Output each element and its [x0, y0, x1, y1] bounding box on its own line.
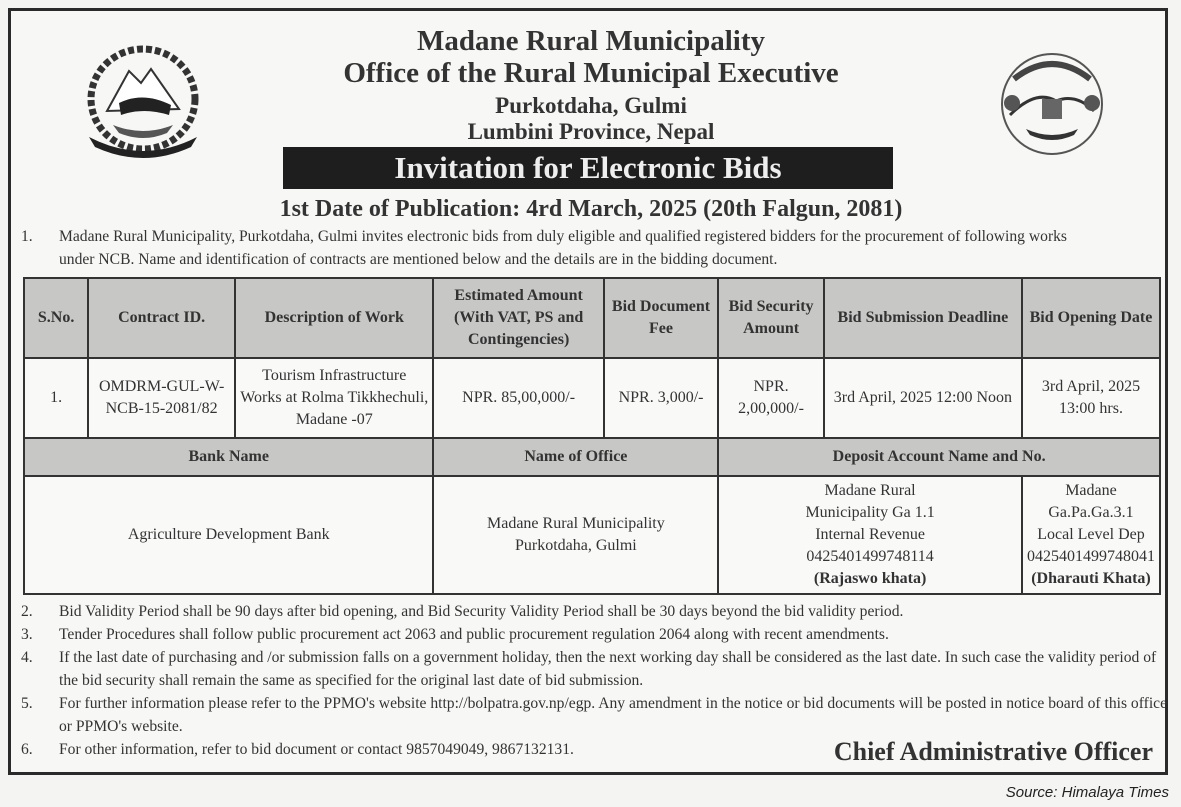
note-item [21, 623, 1171, 646]
account1-line-1: Madane Rural [824, 482, 916, 499]
cell-document-fee: NPR. 3,000/- [604, 358, 718, 438]
cell-account-deposit [1022, 476, 1160, 594]
bank-row [24, 476, 1160, 594]
note-item [21, 600, 1171, 623]
signature-title: Chief Administrative Officer [833, 737, 1153, 766]
office-line-1: Madane Rural Municipality [486, 515, 665, 532]
table-header-row [24, 278, 1160, 358]
office-name: Office of the Rural Municipal Executive [343, 57, 839, 89]
note-text: Bid Validity Period shall be 90 days after bid opening, and Bid Security Validity Period shall be 30 days beyond the bid validity period. [59, 603, 904, 620]
note-number: 4. [21, 649, 33, 666]
intro-paragraph [21, 225, 1161, 271]
note-text: For other information, refer to bid document or contact 9857049049, 9867132131. [59, 741, 574, 758]
col-header-security-amount: Bid Security Amount [718, 278, 824, 358]
note-text: If the last date of purchasing and /or submission falls on a government holiday, then the next working day shall be considered as the last date. In such case the validity period of the bid security shall remain the same as specified for the original last date of bid submission. [59, 649, 1157, 689]
note-number: 5. [21, 695, 33, 712]
publication-date: 1st Date of Publication: 4rd March, 2025 (20th Falgun, 2081) [279, 196, 903, 222]
bids-table [23, 277, 1161, 595]
cell-bank-name: Agriculture Development Bank [24, 476, 433, 594]
source-credit: Source: Himalaya Times [1005, 784, 1169, 801]
note-text: For further information please refer to the PPMO's website http://bolpatra.gov.np/egp. Any amendment in the notice or bid documents will be posted in notice board of this office or PPMO's website. [59, 695, 1167, 735]
note-number: 2. [21, 603, 33, 620]
account2-line-2: Local Level Dep [1037, 526, 1145, 543]
account2-number: 0425401499748041 [1026, 548, 1155, 565]
intro-number: 1. [21, 228, 33, 245]
col-header-deposit-account: Deposit Account Name and No. [718, 438, 1160, 476]
col-header-office-name: Name of Office [433, 438, 718, 476]
cell-estimated-amount: NPR. 85,00,000/- [433, 358, 603, 438]
notice-frame [8, 8, 1168, 775]
bank-header-row [24, 438, 1160, 476]
col-header-bank-name: Bank Name [24, 438, 433, 476]
account1-line-2: Municipality Ga 1.1 [805, 504, 935, 521]
note-text: Tender Procedures shall follow public procurement act 2063 and public procurement regulation 2064 along with recent amendments. [59, 626, 889, 643]
intro-line-1: Madane Rural Municipality, Purkotdaha, Gulmi invites electronic bids from duly eligible and qualified registered bidders for the procurement of following works [59, 228, 1067, 245]
note-number: 3. [21, 626, 33, 643]
municipality-name: Madane Rural Municipality [416, 25, 765, 57]
office-line-2: Purkotdaha, Gulmi [514, 537, 637, 554]
cell-office-name [433, 476, 718, 594]
cell-submission-deadline: 3rd April, 2025 12:00 Noon [824, 358, 1022, 438]
intro-line-2: under NCB. Name and identification of contracts are mentioned below and the details are in the bidding document. [59, 251, 778, 268]
col-header-submission-deadline: Bid Submission Deadline [824, 278, 1022, 358]
note-item [21, 692, 1171, 738]
cell-opening-date: 3rd April, 2025 13:00 hrs. [1022, 358, 1160, 438]
col-header-contract-id: Contract ID. [88, 278, 235, 358]
account1-number: 0425401499748114 [806, 548, 934, 565]
cell-security-amount: NPR. 2,00,000/- [718, 358, 824, 438]
account1-label: (Rajaswo khata) [813, 570, 927, 587]
cell-sno: 1. [24, 358, 88, 438]
account1-line-3: Internal Revenue [815, 526, 925, 543]
note-number: 6. [21, 741, 33, 758]
col-header-document-fee: Bid Document Fee [604, 278, 718, 358]
cell-description: Tourism Infrastructure Works at Rolma Tikkhechuli, Madane -07 [235, 358, 433, 438]
note-item [21, 646, 1171, 692]
col-header-opening-date: Bid Opening Date [1022, 278, 1160, 358]
province: Lumbini Province, Nepal [467, 119, 715, 144]
table-row [24, 358, 1160, 438]
notice-title-banner: Invitation for Electronic Bids [283, 147, 893, 189]
cell-account-revenue [718, 476, 1022, 594]
office-location: Purkotdaha, Gulmi [495, 93, 687, 118]
cell-contract-id: OMDRM-GUL-W-NCB-15-2081/82 [88, 358, 235, 438]
account2-label: (Dharauti Khata) [1031, 570, 1151, 587]
col-header-description: Description of Work [235, 278, 433, 358]
col-header-sno: S.No. [24, 278, 88, 358]
col-header-estimated-amount: Estimated Amount (With VAT, PS and Contingencies) [433, 278, 603, 358]
account2-line-1: Madane Ga.Pa.Ga.3.1 [1048, 482, 1134, 521]
